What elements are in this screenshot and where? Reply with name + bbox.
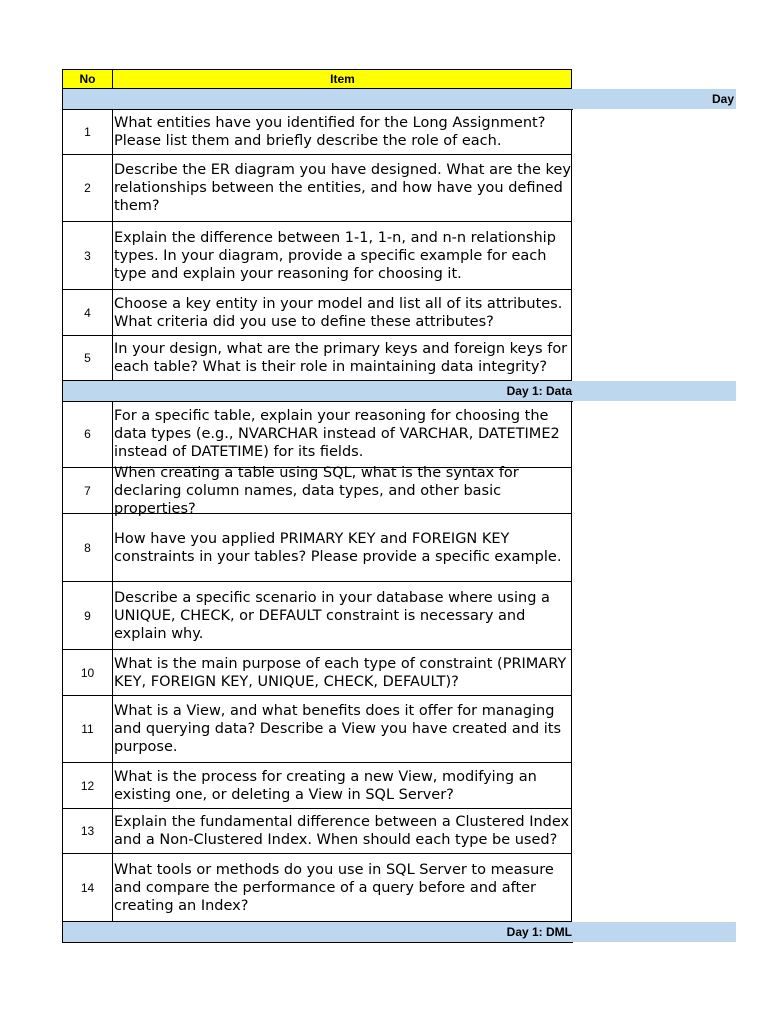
header-row xyxy=(62,69,572,89)
row-number: 14 xyxy=(63,854,113,921)
spreadsheet xyxy=(62,69,736,942)
table-row[interactable] xyxy=(62,763,572,809)
row-number: 13 xyxy=(63,809,113,853)
table-row[interactable] xyxy=(62,336,572,381)
section-title: Day xyxy=(711,92,734,106)
row-text: What is a View, and what benefits does it offer for managing and querying data? Describe a View you have created and its purpose. xyxy=(114,703,562,755)
row-text: What is the main purpose of each type of constraint (PRIMARY KEY, FOREIGN KEY, UNIQUE, CHECK, DEFAULT)? xyxy=(114,655,567,690)
row-text: Describe a specific scenario in your database where using a UNIQUE, CHECK, or DEFAULT constraint is necessary and explain why. xyxy=(114,589,550,642)
table-row[interactable] xyxy=(62,401,572,468)
section-row[interactable] xyxy=(62,89,736,109)
row-number: 2 xyxy=(63,155,113,221)
section-title: Day 1: DML xyxy=(506,925,572,939)
row-text: What entities have you identified for the Long Assignment? Please list them and briefly describe the role of each. xyxy=(114,114,546,149)
header-no[interactable]: No xyxy=(63,70,113,88)
table-row[interactable] xyxy=(62,696,572,763)
table-row[interactable] xyxy=(62,809,572,854)
row-text: How have you applied PRIMARY KEY and FOREIGN KEY constraints in your tables? Please provide a specific example. xyxy=(114,530,562,565)
section-row[interactable] xyxy=(62,381,736,401)
table-row[interactable] xyxy=(62,464,572,517)
row-text: What tools or methods do you use in SQL Server to measure and compare the performance of a query before and after creating an Index? xyxy=(114,861,554,914)
header-item[interactable]: Item xyxy=(330,72,355,86)
row-text: Describe the ER diagram you have designed. What are the key relationships between the entities, and how have you defined them? xyxy=(114,162,571,214)
row-number: 6 xyxy=(63,401,113,467)
table-row[interactable] xyxy=(62,650,572,696)
row-text: Explain the fundamental difference between a Clustered Index and a Non-Clustered Index. When should each type be used? xyxy=(114,814,570,848)
table-row[interactable] xyxy=(62,582,572,650)
table-row[interactable] xyxy=(62,514,572,582)
row-number: 4 xyxy=(63,290,113,335)
row-number: 11 xyxy=(63,696,113,762)
row-text: In your design, what are the primary keys and foreign keys for each table? What is their role in maintaining data integrity? xyxy=(114,341,568,375)
row-number: 1 xyxy=(63,109,113,154)
row-text: Explain the difference between 1-1, 1-n, and n-n relationship types. In your diagram, provide a specific example for each type and explain your reasoning for choosing it. xyxy=(114,229,556,282)
row-text: For a specific table, explain your reasoning for choosing the data types (e.g., NVARCHAR instead of VARCHAR, DATETIME2 instead of DATETIME) for its fields. xyxy=(114,408,560,460)
row-number: 5 xyxy=(63,336,113,380)
row-text: Choose a key entity in your model and list all of its attributes. What criteria did you use to define these attributes? xyxy=(114,295,563,330)
row-number: 7 xyxy=(63,468,113,513)
row-number: 10 xyxy=(63,650,113,695)
table-row[interactable] xyxy=(62,222,572,290)
row-number: 12 xyxy=(63,763,113,808)
row-number: 8 xyxy=(63,514,113,581)
row-text: What is the process for creating a new View, modifying an existing one, or deleting a View in SQL Server? xyxy=(114,768,537,803)
section-row[interactable] xyxy=(62,922,736,942)
table-row[interactable] xyxy=(62,155,572,222)
table-row[interactable] xyxy=(62,854,572,922)
row-text: When creating a table using SQL, what is the syntax for declaring column names, data types, and other basic properties? xyxy=(114,464,519,517)
section-title: Day 1: Data xyxy=(506,384,572,398)
table-row[interactable] xyxy=(62,109,572,155)
row-number: 3 xyxy=(63,222,113,289)
row-number: 9 xyxy=(63,582,113,649)
table-row[interactable] xyxy=(62,290,572,336)
